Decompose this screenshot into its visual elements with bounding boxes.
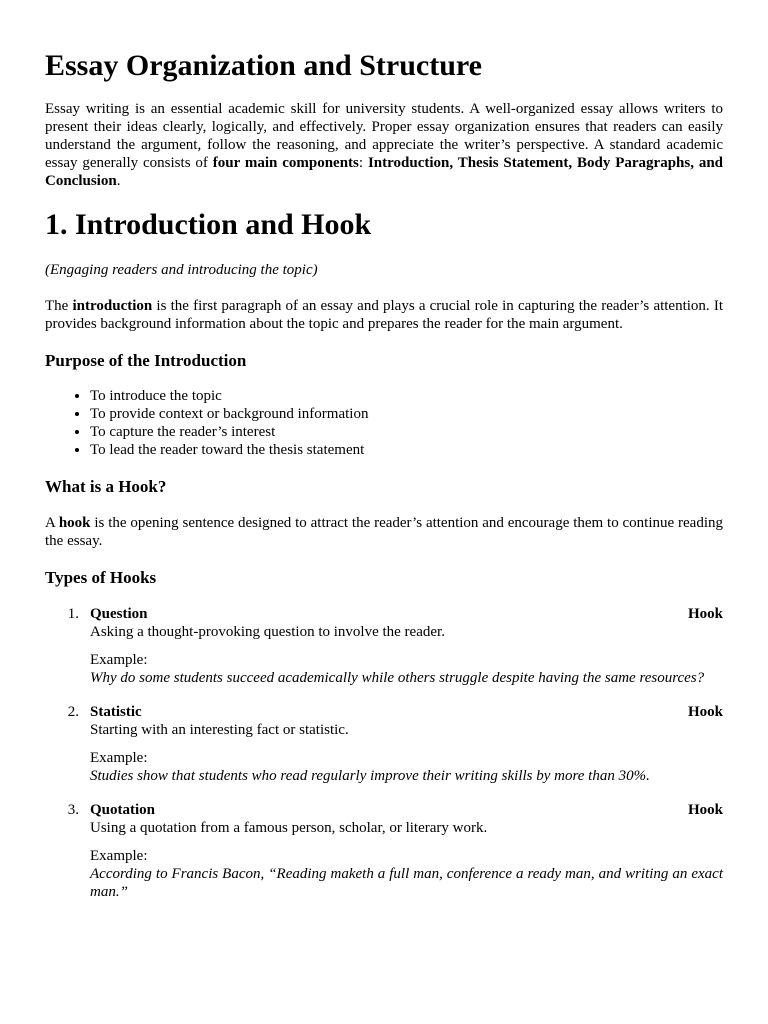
hook-type-suffix: Hook xyxy=(687,802,723,818)
example-text: Studies show that students who read regularly improve their writing skills by more than 30%. xyxy=(90,768,650,784)
item-number: 2. xyxy=(67,704,79,720)
hook-type-name: Question xyxy=(90,606,148,622)
hook-type-description: Asking a thought-provoking question to involve the reader. xyxy=(90,624,445,640)
intro-colon: : xyxy=(358,155,368,171)
example-label: Example: xyxy=(90,652,148,668)
hook-type-suffix: Hook xyxy=(687,704,723,720)
list-item: • To lead the reader toward the thesis statement xyxy=(90,441,723,459)
list-item: • To capture the reader’s interest xyxy=(90,423,723,441)
hook-prefix: A xyxy=(45,515,59,531)
list-item: • To provide context or background information xyxy=(90,405,723,423)
item-number: 1. xyxy=(67,606,79,622)
hook-rest: is the opening sentence designed to attract the reader’s attention and encourage them to continue reading the essay. xyxy=(45,515,723,549)
hook-definition xyxy=(45,514,723,550)
example-text: Why do some students succeed academically while others struggle despite having the same resources? xyxy=(90,670,705,686)
definition-rest: is the first paragraph of an essay and plays a crucial role in capturing the reader’s attention. It provides background information about the topic and prepares the reader for the main argument. xyxy=(45,298,724,332)
list-item: • To introduce the topic xyxy=(90,387,723,405)
hook-bold-term: hook xyxy=(58,515,91,531)
hook-type-header xyxy=(90,801,723,819)
list-item xyxy=(45,801,723,901)
introduction-definition xyxy=(45,297,723,333)
document-title: Essay Organization and Structure xyxy=(45,49,482,82)
hook-type-suffix: Hook xyxy=(687,606,723,622)
hook-heading: What is a Hook? xyxy=(45,477,167,496)
hook-type-header xyxy=(90,605,723,623)
section-subtitle: (Engaging readers and introducing the topic) xyxy=(45,262,318,278)
hook-type-description: Starting with an interesting fact or statistic. xyxy=(90,722,349,738)
hook-type-name: Statistic xyxy=(90,704,142,720)
purpose-list xyxy=(45,387,723,459)
intro-paragraph xyxy=(45,100,723,190)
definition-prefix: The xyxy=(45,298,73,314)
item-number: 3. xyxy=(67,802,79,818)
section-heading: 1. Introduction and Hook xyxy=(45,208,372,241)
intro-period: . xyxy=(116,173,121,189)
list-item xyxy=(45,605,723,687)
example-text: According to Francis Bacon, “Reading maketh a full man, conference a ready man, and writing an exact man.” xyxy=(90,866,723,900)
purpose-heading: Purpose of the Introduction xyxy=(45,351,247,370)
hook-type-name: Quotation xyxy=(90,802,156,818)
types-heading: Types of Hooks xyxy=(45,568,157,587)
intro-bold-list: Introduction, Thesis Statement, Body Paragraphs, and Conclusion xyxy=(45,155,724,189)
hook-types-list xyxy=(45,605,723,901)
example-label: Example: xyxy=(90,750,148,766)
hook-type-description: Using a quotation from a famous person, scholar, or literary work. xyxy=(90,820,488,836)
hook-type-header xyxy=(90,703,723,721)
intro-text: Essay writing is an essential academic skill for university students. A well-organized essay allows writers to present their ideas clearly, logically, and effectively. Proper essay organization ensures that readers can easily understand the argument, follow the reasoning, and appreciate the writer’s perspective. A standard academic essay generally consists of xyxy=(45,101,723,171)
example-label: Example: xyxy=(90,848,148,864)
list-item xyxy=(45,703,723,785)
intro-bold-components: four main components xyxy=(212,155,359,171)
definition-bold-term: introduction xyxy=(72,298,153,314)
